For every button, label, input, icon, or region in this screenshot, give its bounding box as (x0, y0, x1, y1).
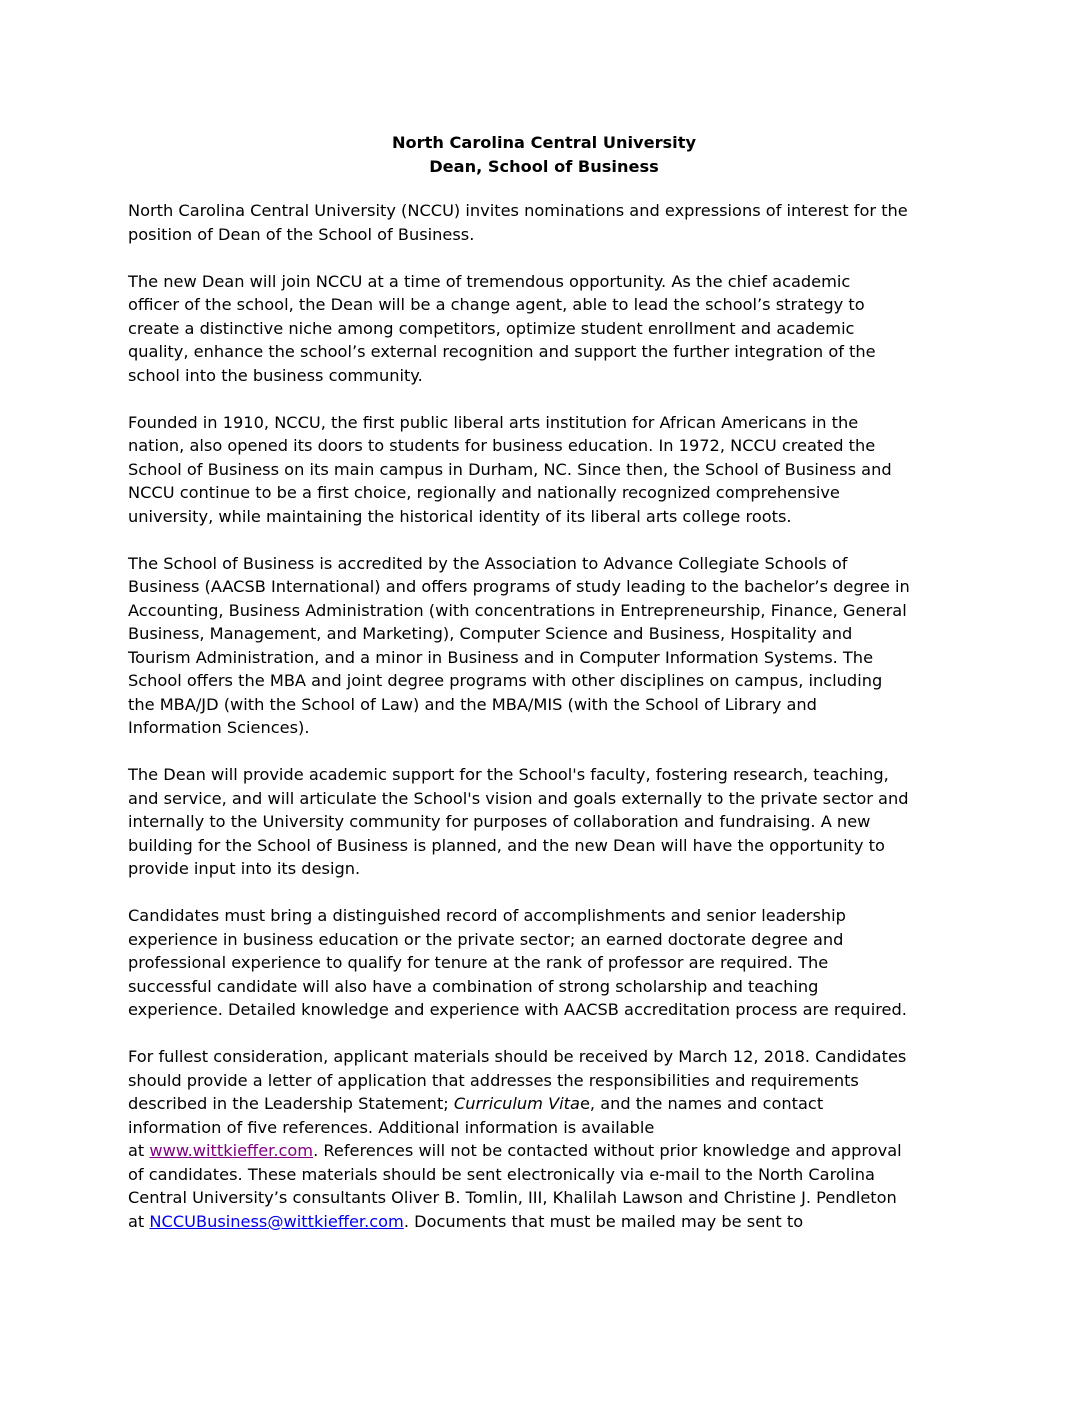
body-paragraphs (128, 199, 966, 1022)
paragraph-line (128, 1092, 966, 1116)
paragraph-line: Tourism Administration, and a minor in Business and in Computer Information Systems. The (128, 647, 874, 667)
paragraph-line: successful candidate will also have a combination of strong scholarship and teaching (128, 976, 819, 996)
text-fragment: e, and the names and contact (579, 1094, 824, 1113)
paragraph-line (128, 1139, 966, 1163)
text-fragment: at (128, 1211, 150, 1231)
document-body (128, 199, 966, 1257)
paragraph-line: should provide a letter of application that addresses the responsibilities and requirements (128, 1070, 859, 1090)
paragraph-line: Founded in 1910, NCCU, the first public liberal arts institution for African Americans in the (128, 412, 859, 432)
paragraph-line: the MBA/JD (with the School of Law) and the MBA/MIS (with the School of Library and (128, 694, 817, 714)
paragraph-line: quality, enhance the school’s external recognition and support the further integration of the (128, 342, 876, 361)
paragraph-line: building for the School of Business is planned, and the new Dean will have the opportunity to (128, 835, 885, 855)
italic-term: Curriculum Vita (453, 1094, 580, 1113)
paragraph-line: and service, and will articulate the School's vision and goals externally to the private sector and (128, 788, 909, 808)
website-link[interactable]: www.wittkieffer.com (149, 1141, 314, 1160)
body-paragraph (128, 552, 966, 740)
body-paragraph (128, 411, 966, 529)
paragraph-line: Central University’s consultants Oliver B. Tomlin, III, Khalilah Lawson and Christine J. Pendleton (128, 1188, 897, 1207)
paragraph-line: Business (AACSB International) and offers programs of study leading to the bachelor’s degree in (128, 577, 910, 596)
paragraph-line: The Dean will provide academic support for the School's faculty, fostering research, teaching, (128, 765, 889, 784)
text-fragment: . References will not be contacted without prior knowledge and approval (313, 1141, 902, 1160)
paragraph-line: School offers the MBA and joint degree programs with other disciplines on campus, including (128, 671, 883, 690)
paragraph-line: of candidates. These materials should be sent electronically via e-mail to the North Carolina (128, 1164, 875, 1184)
body-paragraph (128, 763, 966, 881)
text-fragment: described in the Leadership Statement; (128, 1094, 454, 1113)
text-fragment: at (128, 1141, 150, 1160)
paragraph-line (128, 1210, 966, 1234)
header-position-title: Dean, School of Business (429, 156, 659, 176)
paragraph-line: The School of Business is accredited by the Association to Advance Collegiate Schools of (128, 553, 848, 573)
paragraph-line: School of Business on its main campus in Durham, NC. Since then, the School of Business and (128, 459, 892, 479)
paragraph-line: Accounting, Business Administration (with concentrations in Entrepreneurship, Finance, General (128, 600, 907, 620)
paragraph-line: Business, Management, and Marketing), Computer Science and Business, Hospitality and (128, 624, 853, 643)
paragraph-line: North Carolina Central University (NCCU) invites nominations and expressions of interest for the (128, 201, 908, 220)
paragraph-line: create a distinctive niche among competitors, optimize student enrollment and academic (128, 318, 855, 338)
header-university-name: North Carolina Central University (391, 133, 697, 152)
paragraph-line: NCCU continue to be a first choice, regionally and nationally recognized comprehensive (128, 483, 840, 502)
paragraph-line: provide input into its design. (128, 859, 361, 878)
paragraph-line: Candidates must bring a distinguished record of accomplishments and senior leadership (128, 906, 846, 925)
paragraph-line: professional experience to qualify for tenure at the rank of professor are required. The (128, 953, 829, 972)
paragraph-line: officer of the school, the Dean will be a change agent, able to lead the school’s strategy to (128, 295, 865, 314)
paragraph-line: Information Sciences). (128, 718, 310, 737)
body-paragraph (128, 199, 966, 246)
body-paragraph (128, 270, 966, 388)
body-paragraph (128, 904, 966, 1022)
document-header (0, 131, 1088, 178)
paragraph-line: school into the business community. (128, 365, 423, 385)
paragraph-line: The new Dean will join NCCU at a time of tremendous opportunity. As the chief academic (128, 271, 851, 291)
email-link[interactable]: NCCUBusiness@wittkieffer.com (149, 1211, 404, 1231)
paragraph-line: internally to the University community for purposes of collaboration and fundraising. A new (128, 812, 871, 831)
paragraph-line: university, while maintaining the historical identity of its liberal arts college roots. (128, 506, 792, 526)
paragraph-line: information of five references. Additional information is available (128, 1117, 655, 1137)
paragraph-line: position of Dean of the School of Business. (128, 224, 475, 244)
paragraph-line: For fullest consideration, applicant materials should be received by March 12, 2018. Candidates (128, 1047, 907, 1066)
text-fragment: . Documents that must be mailed may be sent to (403, 1211, 804, 1231)
paragraph-line: experience in business education or the private sector; an earned doctorate degree and (128, 929, 844, 949)
paragraph-line: nation, also opened its doors to students for business education. In 1972, NCCU created the (128, 436, 876, 455)
paragraph-application-instructions (128, 1045, 966, 1233)
paragraph-line: experience. Detailed knowledge and experience with AACSB accreditation process are required. (128, 1000, 907, 1019)
